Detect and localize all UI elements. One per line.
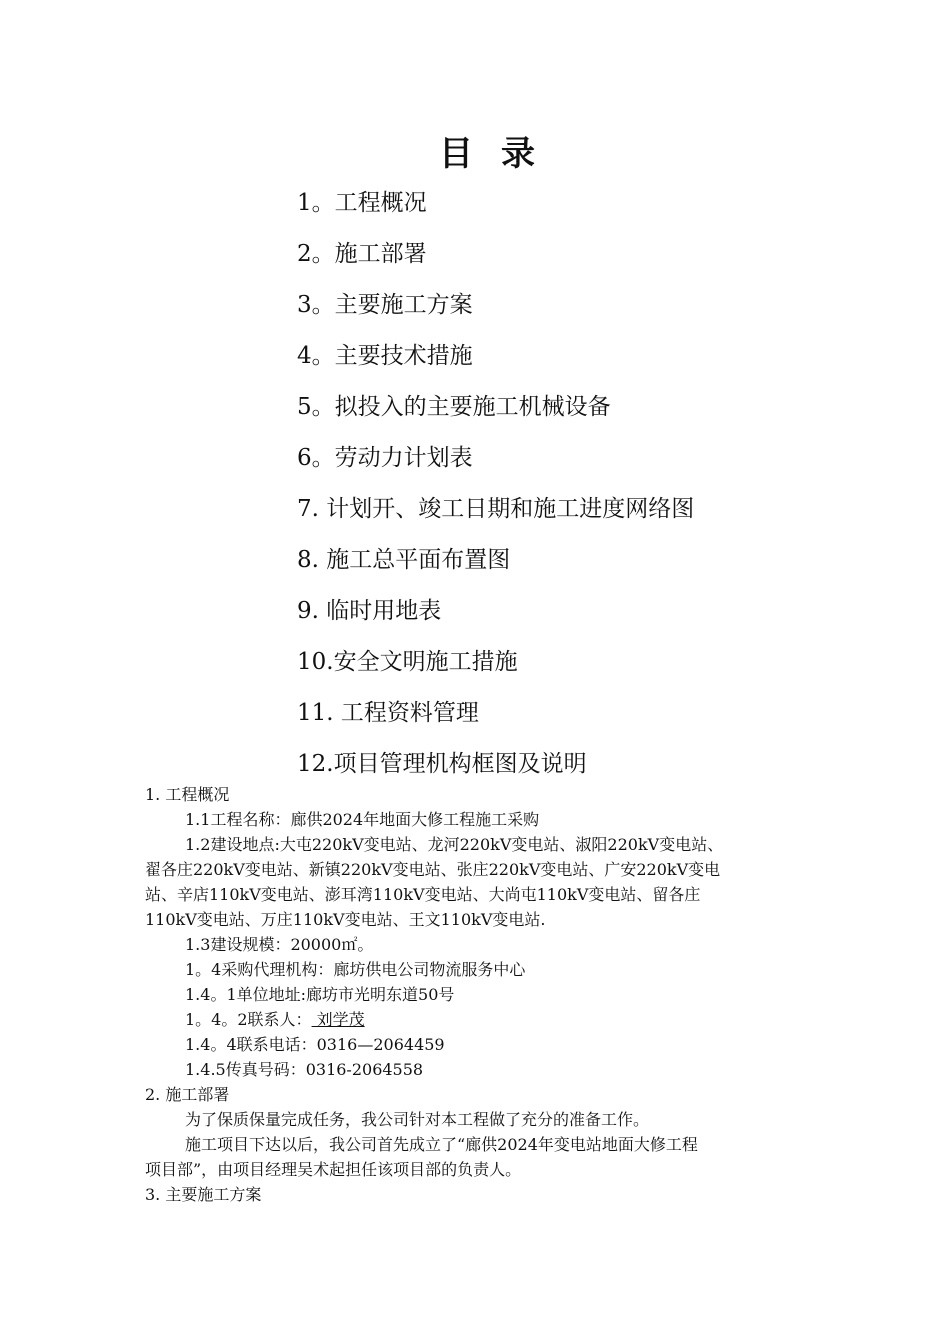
construction-site-line: 站、辛店110kV变电站、澎耳湾110kV变电站、大尚屯110kV变电站、留各庄: [145, 885, 701, 904]
agency-address: 1.4。1单位地址:廊坊市光明东道50号: [185, 985, 455, 1004]
section-heading: 3. 主要施工方案: [145, 1185, 262, 1204]
paragraph: 施工项目下达以后，我公司首先成立了“廊供2024年变电站地面大修工程: [185, 1135, 698, 1154]
procurement-agency: 1。4采购代理机构：廊坊供电公司物流服务中心: [185, 960, 526, 979]
toc-item: 12.项目管理机构框图及说明: [297, 751, 587, 777]
toc-item: 10.安全文明施工措施: [297, 649, 518, 675]
contact-person: [145, 1007, 810, 1032]
toc-item: 11. 工程资料管理: [297, 700, 479, 726]
toc-item: 2。施工部署: [297, 241, 427, 267]
construction-site-line: 110kV变电站、万庄110kV变电站、王文110kV变电站.: [145, 910, 546, 929]
toc-item: 5。拟投入的主要施工机械设备: [297, 394, 611, 420]
contact-person-label: 1。4。2联系人：: [185, 1010, 312, 1029]
contact-phone: 1.4。4联系电话：0316—2064459: [185, 1035, 445, 1054]
fax-number: 1.4.5传真号码：0316-2064558: [185, 1060, 424, 1079]
paragraph: 项目部”，由项目经理吴术起担任该项目部的负责人。: [145, 1160, 522, 1179]
construction-site-line: 翟各庄220kV变电站、新镇220kV变电站、张庄220kV变电站、广安220kV变电: [145, 860, 721, 879]
toc-item: 6。劳动力计划表: [297, 445, 473, 471]
toc-item: 8. 施工总平面布置图: [297, 547, 511, 573]
project-name: 1.1工程名称：廊供2024年地面大修工程施工采购: [185, 810, 540, 829]
section-heading: 1. 工程概况: [145, 785, 230, 804]
construction-site-line: 1.2建设地点:大屯220kV变电站、龙河220kV变电站、淑阳220kV变电站、: [185, 835, 724, 854]
toc-item: 7. 计划开、竣工日期和施工进度网络图: [297, 496, 695, 522]
toc-title: 目录: [439, 134, 563, 174]
section-heading: 2. 施工部署: [145, 1085, 230, 1104]
toc-item: 9. 临时用地表: [297, 598, 442, 624]
document-body: [145, 782, 810, 1207]
toc-item: 3。主要施工方案: [297, 292, 473, 318]
construction-scale: 1.3建设规模：20000㎡。: [185, 935, 374, 954]
contact-person-value: 刘学茂: [311, 1010, 365, 1029]
toc-item: 1。工程概况: [297, 190, 427, 216]
toc-list: [297, 178, 857, 790]
paragraph: 为了保质保量完成任务，我公司针对本工程做了充分的准备工作。: [185, 1110, 650, 1129]
toc-item: 4。主要技术措施: [297, 343, 473, 369]
